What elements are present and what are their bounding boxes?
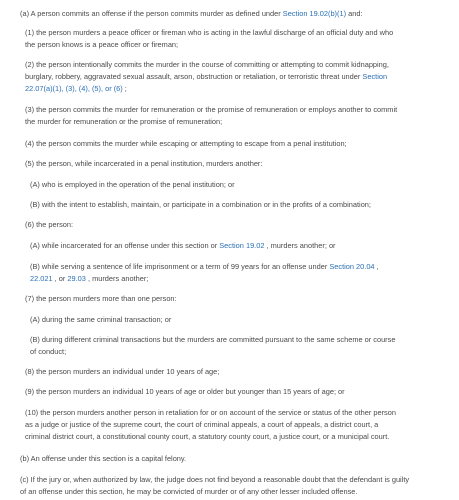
paragraph-line: [20, 453, 186, 465]
statute-text: (b) An offense under this section is a capital felony.: [20, 454, 187, 463]
paragraph-a: [20, 8, 363, 20]
statute-text: (B) during different criminal transactions but the murders are committed pursuant to the same scheme or course: [30, 335, 396, 344]
paragraph-line: [25, 104, 397, 116]
paragraph-line: [30, 261, 379, 273]
paragraph-line: [25, 116, 397, 128]
paragraph-a5: [25, 158, 262, 170]
paragraph-a8: [25, 366, 219, 378]
paragraph-a10: [25, 407, 396, 444]
paragraph-a6b: [30, 261, 379, 285]
statute-text: the person knows is a peace officer or fireman;: [25, 40, 179, 50]
paragraph-line: [30, 314, 171, 326]
statute-text: ,: [374, 262, 379, 271]
paragraph-a7: [25, 293, 177, 305]
statute-reference-link[interactable]: Section 20.04: [329, 262, 375, 271]
paragraph-line: [25, 366, 219, 378]
paragraph-line: [20, 474, 409, 486]
statute-text: (5) the person, while incarcerated in a penal institution, murders another:: [25, 159, 263, 168]
paragraph-line: [25, 219, 73, 231]
statute-text: (c) If the jury or, when authorized by law, the judge does not find beyond a reasonable doubt that the defendant is guilty: [20, 475, 410, 484]
statute-text: criminal district court, a constitutional county court, a statutory county court, a justice court, or a municipal court.: [25, 432, 390, 442]
paragraph-a5b: [30, 199, 371, 211]
statute-text: , murders another; or: [264, 241, 336, 250]
paragraph-a6: [25, 219, 73, 231]
statute-reference-link[interactable]: 29.03: [67, 274, 86, 284]
statute-text: , or: [52, 274, 68, 284]
statute-text: (9) the person murders an individual 10 years of age or older but younger than 15 years of age; or: [25, 387, 345, 396]
statute-text: (a) A person commits an offense if the person commits murder as defined under: [20, 9, 283, 18]
statute-text: (8) the person murders an individual under 10 years of age;: [25, 367, 220, 376]
statute-reference-link[interactable]: 22.021: [30, 274, 53, 284]
paragraph-a9: [25, 386, 345, 398]
paragraph-line: [25, 386, 345, 398]
paragraph-line: [30, 199, 371, 211]
paragraph-line: [25, 407, 396, 419]
statute-text: (3) the person commits the murder for remuneration or the promise of remuneration or employs another to commit: [25, 105, 398, 114]
statute-reference-link[interactable]: Section 19.02: [219, 241, 265, 250]
paragraph-a6a: [30, 240, 336, 252]
paragraph-line: [30, 334, 395, 346]
paragraph-line: [25, 71, 389, 83]
paragraph-line: [25, 138, 347, 150]
statute-text: of conduct;: [30, 347, 67, 357]
paragraph-line: [20, 8, 363, 20]
statute-text: (B) while serving a sentence of life imprisonment or a term of 99 years for an offense under: [30, 262, 330, 271]
paragraph-line: [20, 486, 409, 498]
paragraph-a7b: [30, 334, 395, 358]
statute-text: and:: [346, 9, 363, 18]
paragraph-a1: [25, 27, 393, 51]
statute-text: (2) the person intentionally commits the murder in the course of committing or attempting to commit kidnapping,: [25, 60, 389, 69]
statute-text: (10) the person murders another person in retaliation for or on account of the service or status of the other person: [25, 408, 396, 417]
statute-text: ;: [122, 84, 127, 94]
statute-text: (6) the person:: [25, 220, 74, 229]
statute-reference-link[interactable]: 22.07(a)(1), (3), (4), (5), or (6): [25, 84, 123, 94]
statute-text: as a judge or justice of the supreme court, the court of criminal appeals, a court of appeals, a district court, a: [25, 420, 379, 430]
statute-text: (B) with the intent to establish, maintain, or participate in a combination or in the profits of a combination;: [30, 200, 371, 209]
paragraph-line: [25, 293, 177, 305]
paragraph-line: [25, 158, 262, 170]
paragraph-line: [25, 39, 393, 51]
paragraph-line: [25, 419, 396, 431]
paragraph-line: [25, 83, 389, 95]
statute-text: , murders another;: [85, 274, 149, 284]
statute-text: (A) while incarcerated for an offense under this section or: [30, 241, 220, 250]
statute-text: (7) the person murders more than one person:: [25, 294, 177, 303]
statute-reference-link[interactable]: Section 19.02(b)(1): [282, 9, 347, 18]
statute-text: of an offense under this section, he may be convicted of murder or of any other lesser included offense.: [20, 487, 358, 497]
statute-text: (A) who is employed in the operation of the penal institution; or: [30, 180, 235, 189]
statute-text: (A) during the same criminal transaction; or: [30, 315, 172, 324]
paragraph-line: [30, 346, 395, 358]
paragraph-line: [30, 240, 336, 252]
statute-text: (4) the person commits the murder while escaping or attempting to escape from a penal institution;: [25, 139, 347, 148]
statute-reference-link[interactable]: Section: [362, 72, 388, 82]
paragraph-b: [20, 453, 186, 465]
paragraph-a7a: [30, 314, 171, 326]
paragraph-a4: [25, 138, 347, 150]
paragraph-line: [30, 273, 379, 285]
paragraph-line: [25, 59, 389, 71]
paragraph-line: [30, 179, 235, 191]
paragraph-line: [25, 431, 396, 443]
statute-text: (1) the person murders a peace officer or fireman who is acting in the lawful discharge of an official duty and who: [25, 28, 394, 37]
statute-text: burglary, robbery, aggravated sexual assault, arson, obstruction or retaliation, or terroristic threat under: [25, 72, 363, 82]
paragraph-a2: [25, 59, 389, 96]
statute-text: the murder for remuneration or the promise of remuneration;: [25, 117, 223, 127]
paragraph-line: [25, 27, 393, 39]
paragraph-c: [20, 474, 409, 498]
paragraph-a3: [25, 104, 397, 128]
paragraph-a5a: [30, 179, 235, 191]
